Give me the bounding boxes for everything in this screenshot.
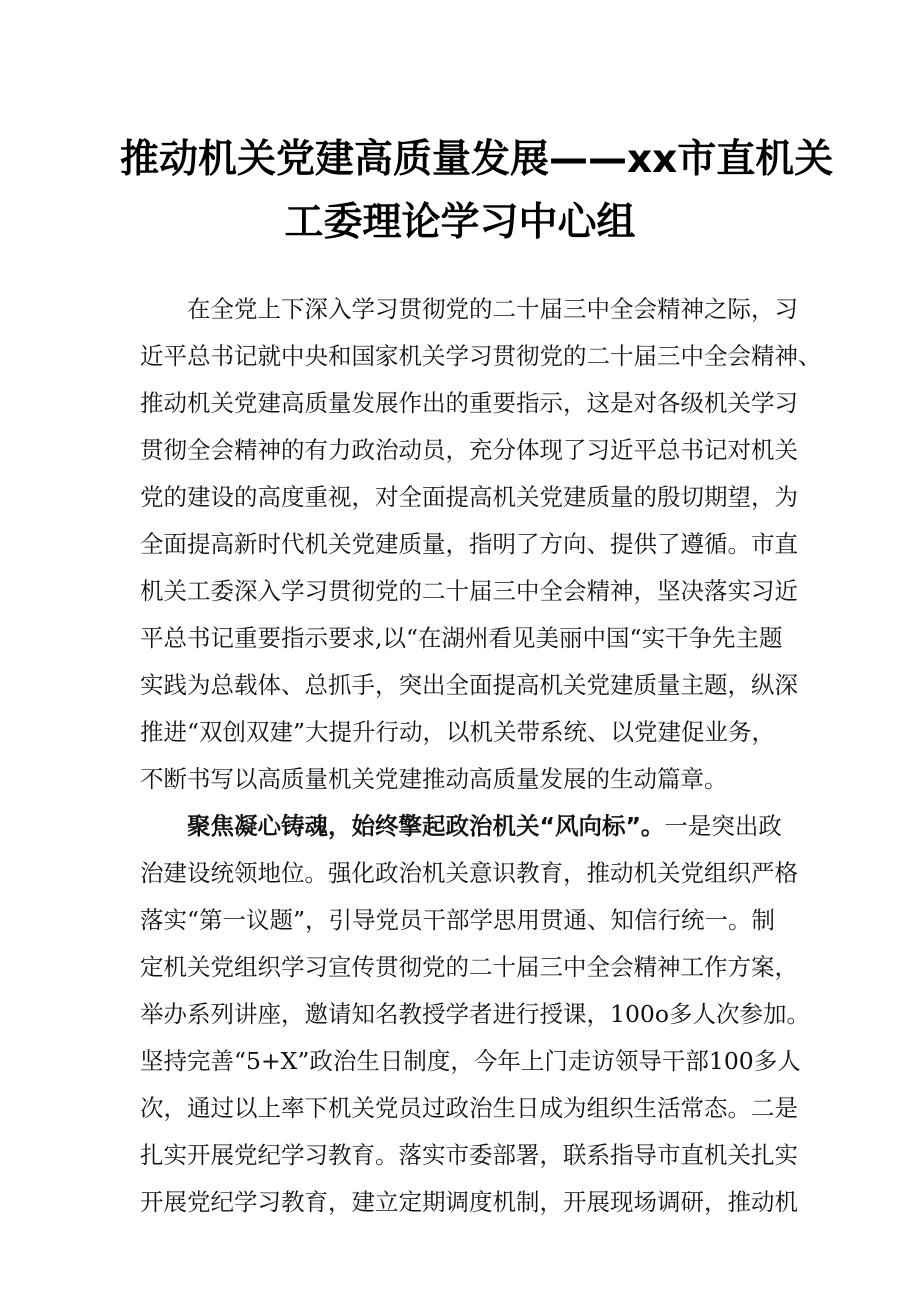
paragraph-1-line: 党的建设的高度重视，对全面提高机关党建质量的殷切期望，为: [140, 483, 798, 511]
paragraph-1-line: 推进“双创双建”大提升行动，以机关带系统、以党建促业务，: [140, 718, 776, 746]
paragraph-2-first-line-rest: 一是突出政: [664, 812, 782, 840]
paragraph-1-line: 推动机关党建高质量发展作出的重要指示，这是对各级机关学习: [140, 389, 798, 417]
paragraph-1-line: 贯彻全会精神的有力政治动员，充分体现了习近平总书记对机关: [140, 436, 798, 464]
document-title-line-1: 推动机关党建高质量发展——xx市直机关: [120, 137, 834, 182]
paragraph-2-first-line: [187, 812, 782, 840]
paragraph-2-line: 举办系列讲座，邀请知名教授学者进行授课，100o多人次参加。: [140, 1000, 811, 1028]
paragraph-1-line: 全面提高新时代机关党建质量，指明了方向、提供了遵循。市直: [140, 530, 798, 558]
paragraph-2-line: 落实“第一议题”，引导党员干部学思用贯通、知信行统一。制: [140, 906, 776, 934]
paragraph-1-line: 在全党上下深入学习贯彻党的二十届三中全会精神之际，习: [187, 295, 798, 323]
paragraph-1-line: 平总书记重要指示要求,以“在湖州看见美丽中国“实干争先主题: [140, 624, 783, 652]
paragraph-2-line: 次，通过以上率下机关党员过政治生日成为组织生活常态。二是: [140, 1094, 798, 1122]
paragraph-1-line: 实践为总载体、总抓手，突出全面提高机关党建质量主题，纵深: [140, 671, 798, 699]
paragraph-2-heading: 聚焦凝心铸魂，始终擎起政治机关“风向标”。: [187, 812, 665, 840]
paragraph-2-line: 定机关党组织学习宣传贯彻党的二十届三中全会精神工作方案，: [140, 953, 798, 981]
paragraph-2-line: 开展党纪学习教育，建立定期调度机制，开展现场调研，推动机: [140, 1188, 798, 1216]
paragraph-2-line: 扎实开展党纪学习教育。落实市委部署，联系指导市直机关扎实: [140, 1141, 798, 1169]
document-title-line-2: 工委理论学习中心组: [284, 200, 636, 245]
paragraph-2-line: 治建设统领地位。强化政治机关意识教育，推动机关党组织严格: [140, 859, 798, 887]
paragraph-1-line: 机关工委深入学习贯彻党的二十届三中全会精神，坚决落实习近: [140, 577, 798, 605]
paragraph-2-line: 坚持完善“5+X”政治生日制度，今年上门走访领导干部100多人: [140, 1047, 801, 1075]
paragraph-1-line: 不断书写以高质量机关党建推动高质量发展的生动篇章。: [140, 765, 728, 793]
paragraph-1-line: 近平总书记就中央和国家机关学习贯彻党的二十届三中全会精神、: [140, 342, 822, 370]
